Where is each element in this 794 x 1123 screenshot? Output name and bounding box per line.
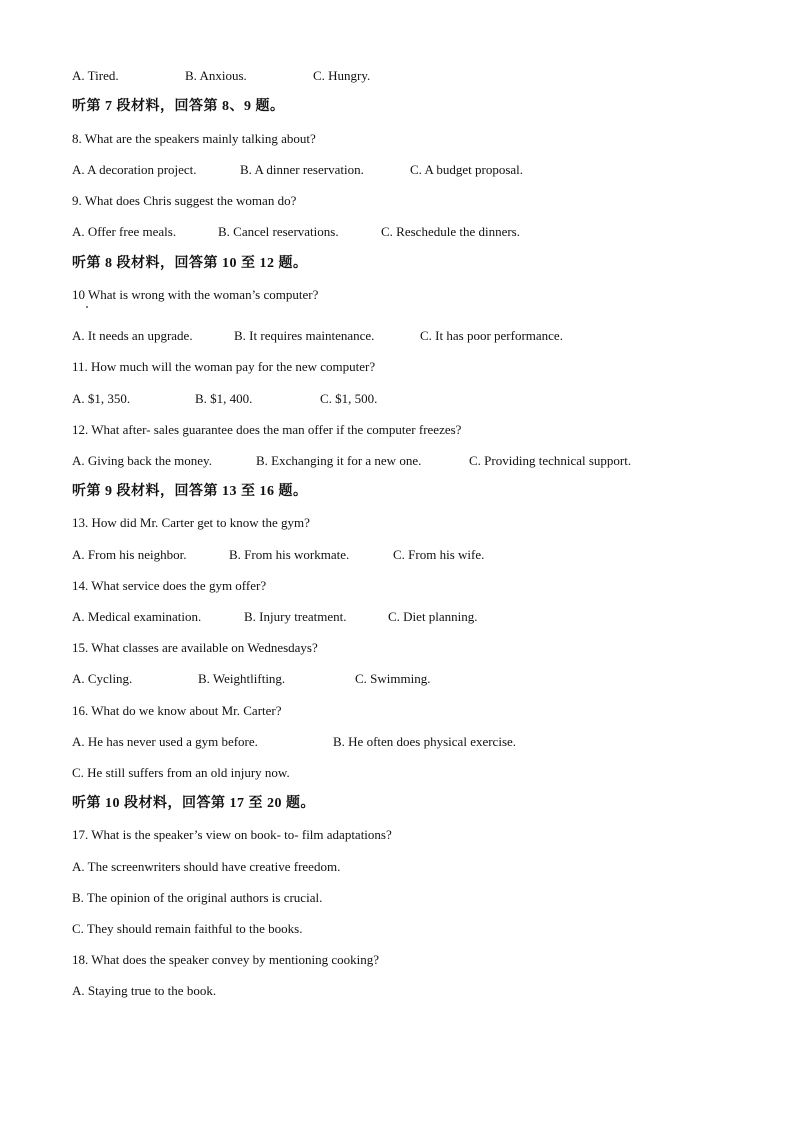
answer-option: A. Cycling.: [72, 671, 133, 686]
answer-option: A. A decoration project.: [72, 162, 197, 177]
answer-option: A. It needs an upgrade.: [72, 328, 193, 343]
section-heading: 听第 9 段材料，回答第 13 至 16 题。: [72, 484, 308, 499]
question-text: 14. What service does the gym offer?: [72, 578, 267, 593]
answer-option: C. $1, 500.: [320, 391, 378, 406]
answer-option: C. A budget proposal.: [410, 162, 524, 177]
answer-option: B. Cancel reservations.: [218, 224, 339, 239]
question-text: C. They should remain faithful to the books.: [72, 921, 303, 936]
answer-option: C. Reschedule the dinners.: [381, 224, 520, 239]
question-text: 10 What is wrong with the woman’s computer?: [72, 287, 319, 302]
stray-mark: [86, 306, 88, 308]
answer-option: C. Providing technical support.: [469, 453, 632, 468]
answer-option: B. It requires maintenance.: [234, 328, 375, 343]
question-text: 17. What is the speaker’s view on book- to- film adaptations?: [72, 827, 392, 842]
question-text: 11. How much will the woman pay for the new computer?: [72, 359, 376, 374]
question-text: C. He still suffers from an old injury now.: [72, 765, 290, 780]
answer-option: A. Offer free meals.: [72, 224, 177, 239]
question-text: B. The opinion of the original authors is crucial.: [72, 890, 323, 905]
question-text: 13. How did Mr. Carter get to know the gym?: [72, 515, 310, 530]
section-heading: 听第 7 段材料，回答第 8、9 题。: [72, 99, 285, 114]
answer-option: B. $1, 400.: [195, 391, 253, 406]
answer-option: A. Tired.: [72, 68, 119, 83]
question-text: 16. What do we know about Mr. Carter?: [72, 703, 282, 718]
answer-option: C. Hungry.: [313, 68, 371, 83]
answer-option: B. From his workmate.: [229, 547, 350, 562]
question-text: 12. What after- sales guarantee does the man offer if the computer freezes?: [72, 422, 462, 437]
question-text: 18. What does the speaker convey by mentioning cooking?: [72, 952, 379, 967]
question-text: A. The screenwriters should have creative freedom.: [72, 859, 341, 874]
question-text: A. Staying true to the book.: [72, 983, 217, 998]
question-text: 15. What classes are available on Wednesdays?: [72, 640, 318, 655]
answer-option: B. Anxious.: [185, 68, 247, 83]
answer-option: C. Diet planning.: [388, 609, 478, 624]
answer-option: A. $1, 350.: [72, 391, 131, 406]
answer-option: B. A dinner reservation.: [240, 162, 364, 177]
answer-option: A. Giving back the money.: [72, 453, 212, 468]
answer-option: A. Medical examination.: [72, 609, 202, 624]
answer-option: B. He often does physical exercise.: [333, 734, 517, 749]
answer-option: B. Injury treatment.: [244, 609, 347, 624]
section-heading: 听第 8 段材料，回答第 10 至 12 题。: [72, 256, 308, 271]
question-text: 9. What does Chris suggest the woman do?: [72, 193, 297, 208]
question-text: 8. What are the speakers mainly talking about?: [72, 131, 316, 146]
answer-option: A. He has never used a gym before.: [72, 734, 258, 749]
answer-option: B. Weightlifting.: [198, 671, 286, 686]
answer-option: A. From his neighbor.: [72, 547, 187, 562]
section-heading: 听第 10 段材料，回答第 17 至 20 题。: [72, 796, 315, 811]
answer-option: B. Exchanging it for a new one.: [256, 453, 422, 468]
answer-option: C. From his wife.: [393, 547, 485, 562]
answer-option: C. Swimming.: [355, 671, 431, 686]
answer-option: C. It has poor performance.: [420, 328, 563, 343]
